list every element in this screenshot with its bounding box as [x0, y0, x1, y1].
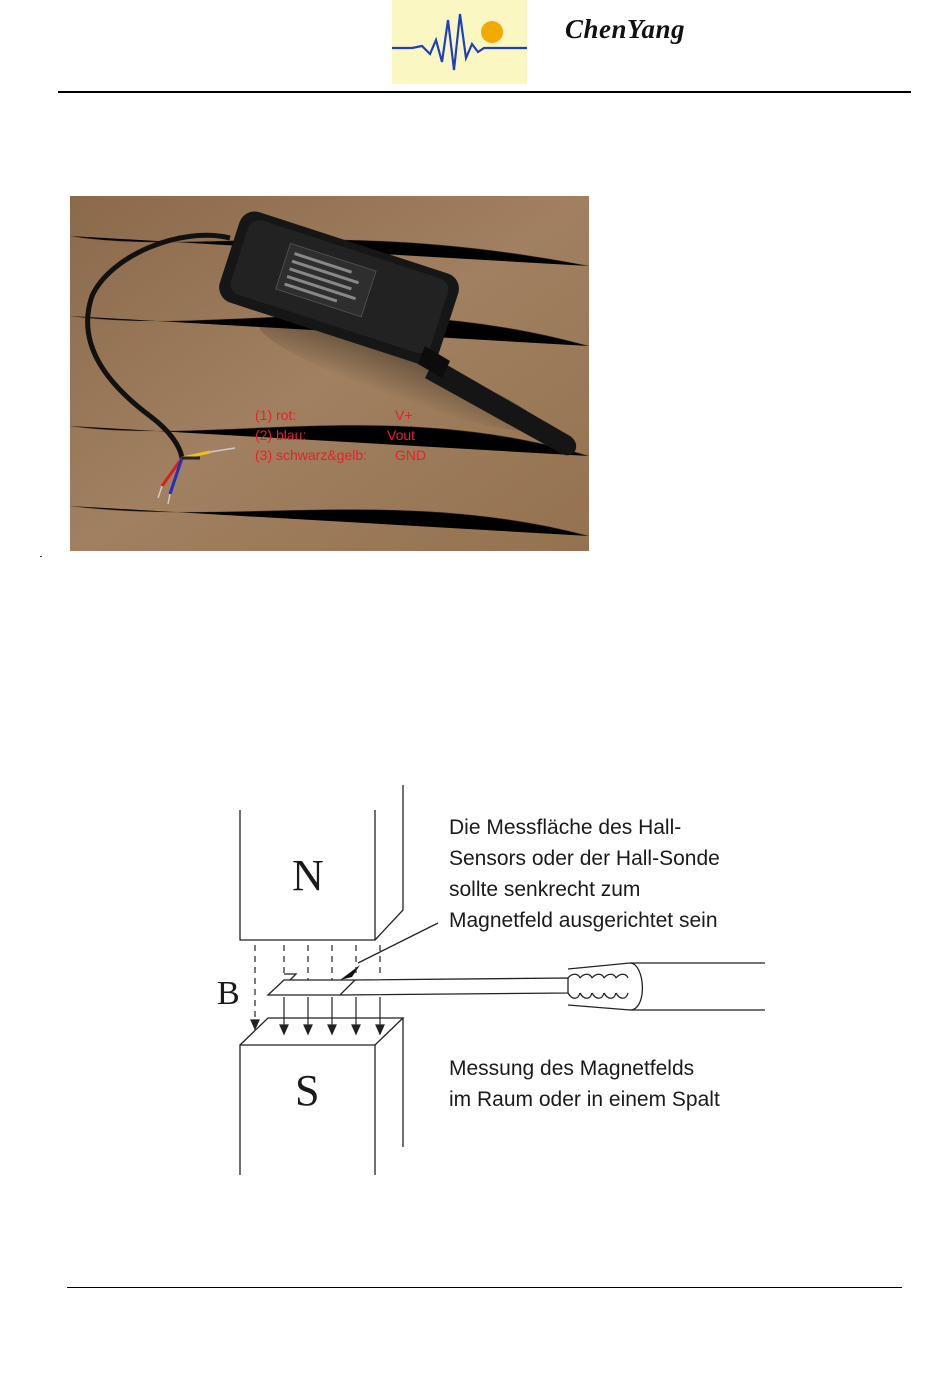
note-top-line-1: Die Messfläche des Hall-	[449, 816, 682, 839]
wire-signal-3: GND	[395, 447, 427, 463]
product-photo	[70, 196, 589, 551]
measurement-diagram	[200, 785, 780, 1185]
header-rule	[58, 91, 911, 93]
north-pole-label: N	[292, 851, 324, 900]
wire-label-1: (1) rot:	[255, 407, 297, 423]
company-logo	[392, 0, 527, 84]
wire-label-3: (3) schwarz&gelb:	[255, 447, 368, 463]
logo-wave-icon	[392, 0, 527, 84]
note-bottom-line-2: im Raum oder in einem Spalt	[449, 1088, 720, 1111]
south-pole-label: S	[295, 1066, 320, 1115]
note-bottom-line-1: Messung des Magnetfelds	[449, 1057, 695, 1080]
note-top-line-2: Sensors oder der Hall-Sonde	[449, 847, 720, 870]
logo-wave	[392, 14, 527, 70]
logo-sun	[481, 21, 503, 43]
hall-probe-image	[70, 196, 589, 551]
brand-name: ChenYang	[565, 14, 686, 44]
field-label: B	[217, 975, 240, 1012]
wire-signal-2: Vout	[387, 427, 416, 443]
wire-label-2: (2) blau:	[255, 427, 307, 443]
stray-mark	[40, 556, 42, 557]
footer-rule	[67, 1287, 902, 1288]
note-top-line-4: Magnetfeld ausgerichtet sein	[449, 909, 718, 932]
wire-signal-1: V+	[395, 407, 413, 423]
note-top-line-3: sollte senkrecht zum	[449, 878, 641, 901]
